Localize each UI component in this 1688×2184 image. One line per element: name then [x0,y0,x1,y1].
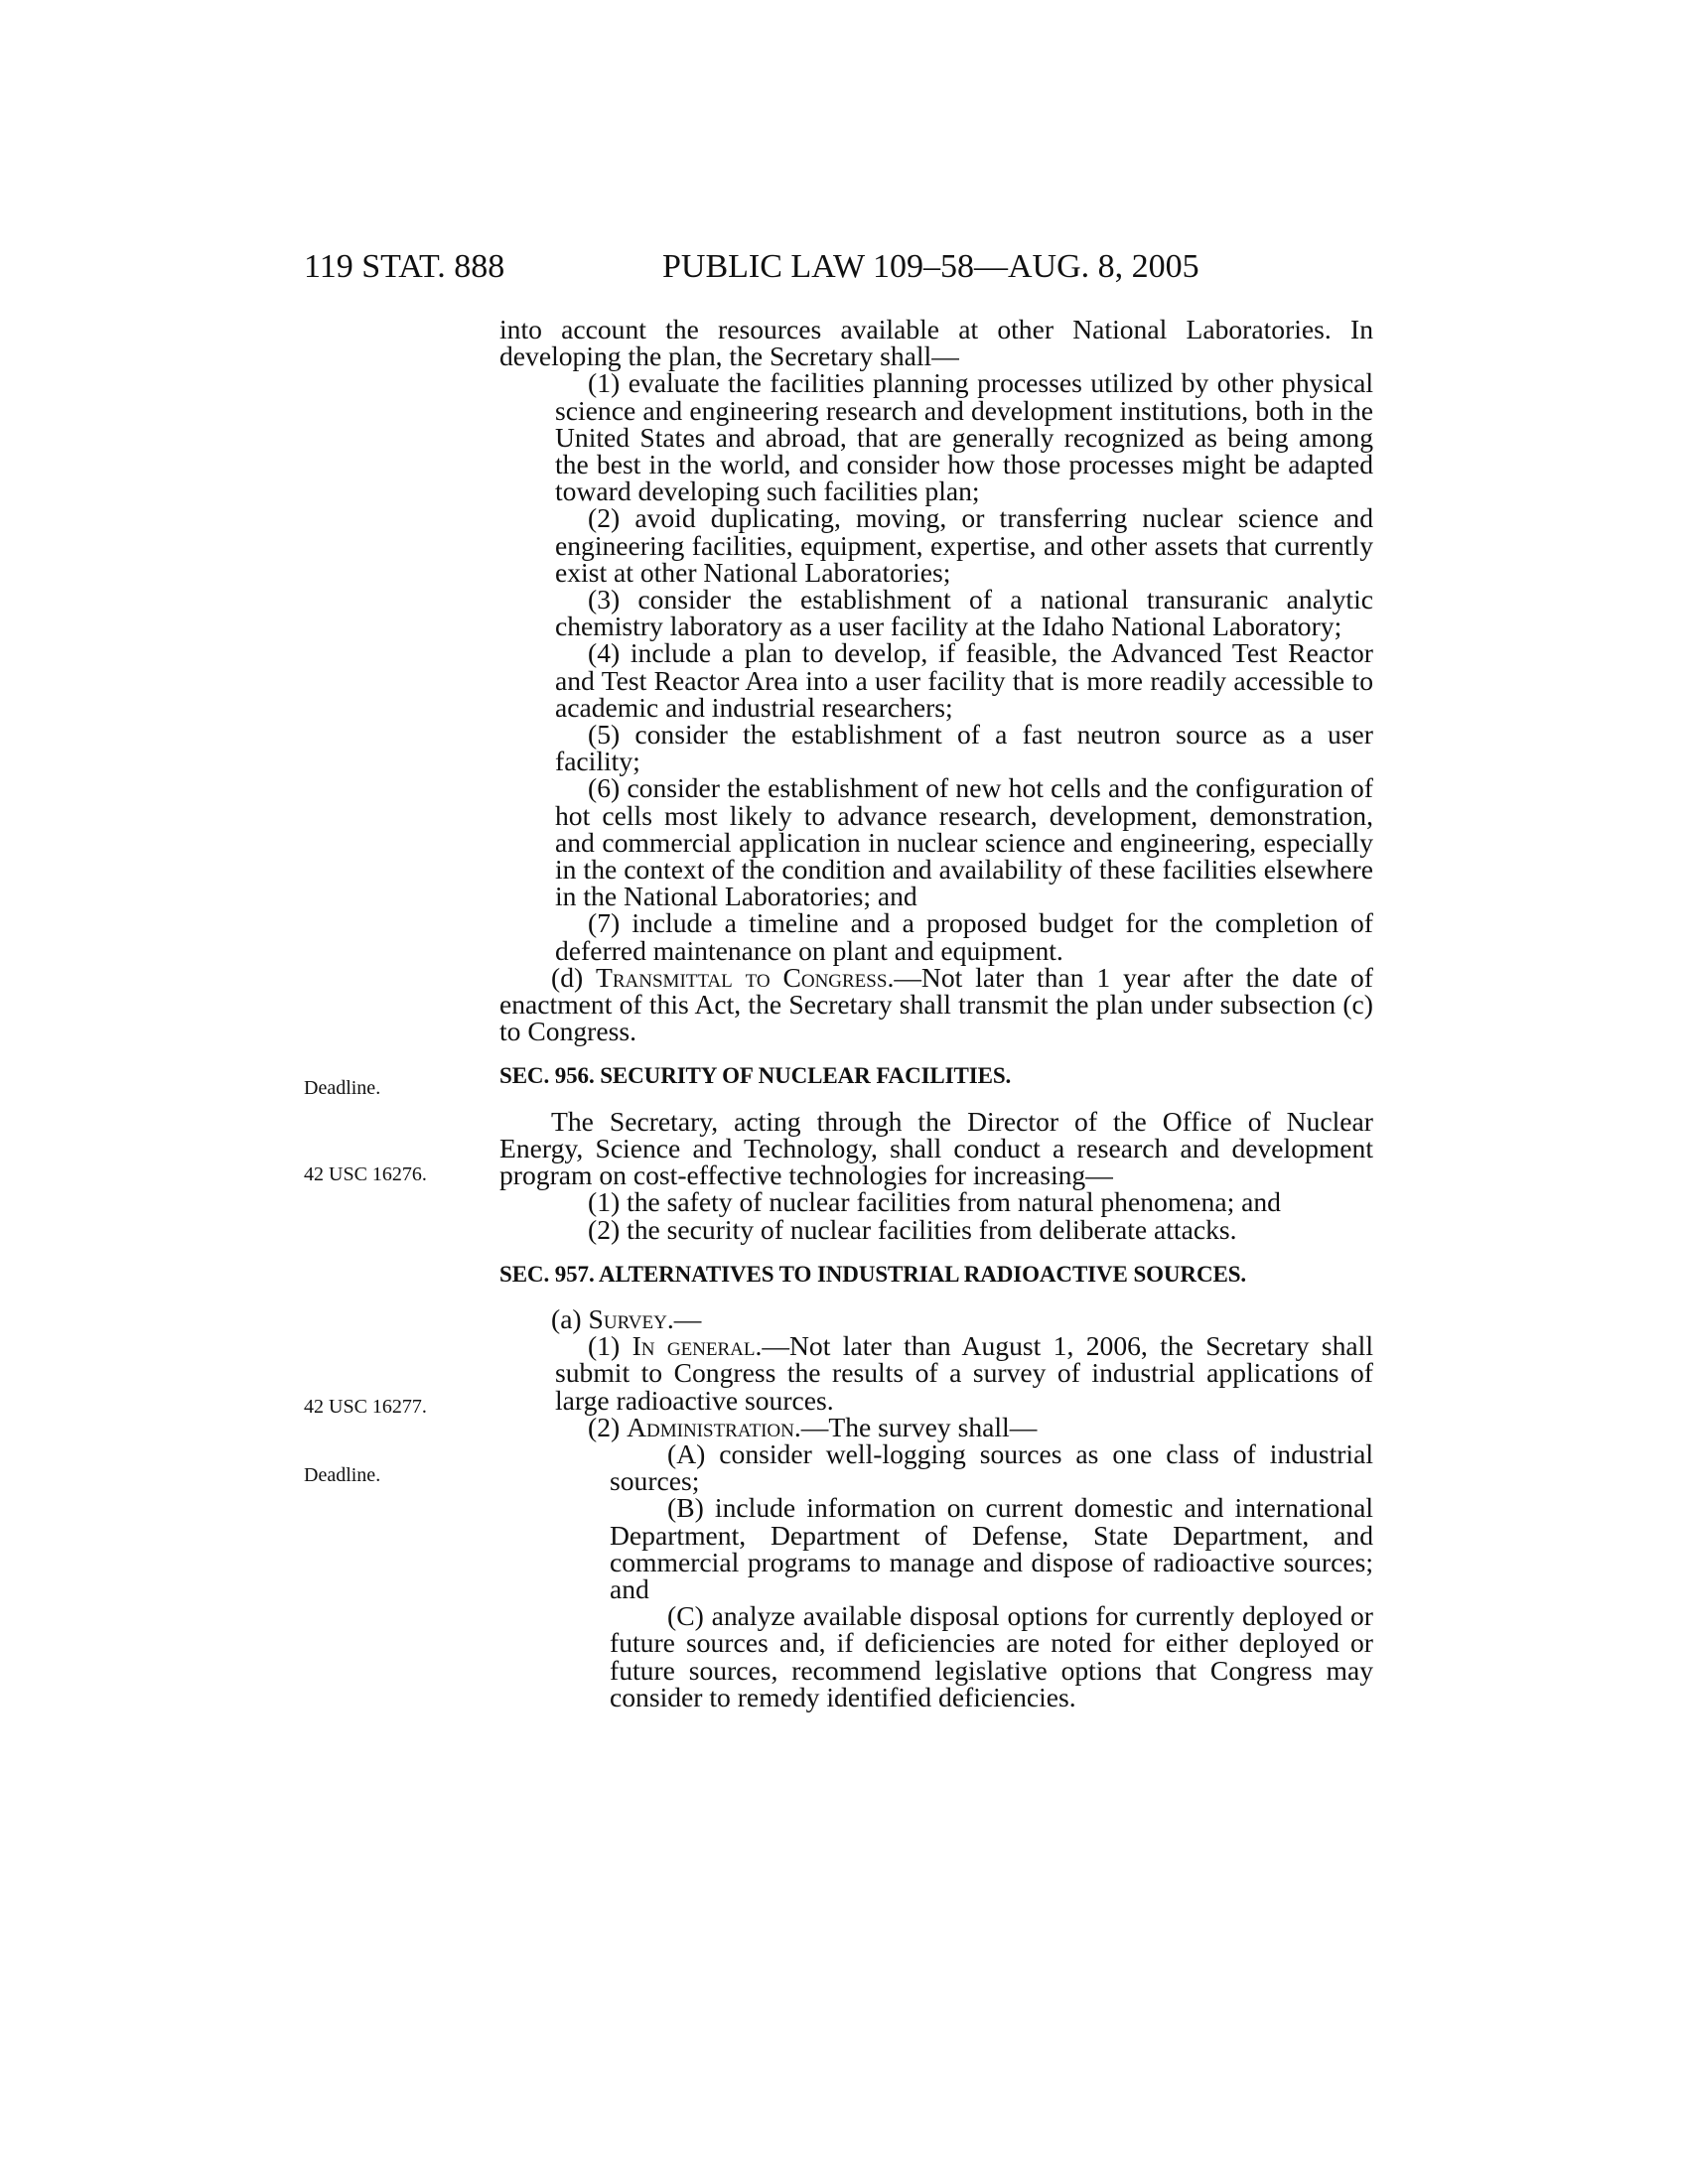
in-general-text: .—Not later than August 1, 2006, the Secretary shall submit to Congress the results of a survey of industrial applications of large radioactive sources. [555,1330,1373,1416]
running-header: PUBLIC LAW 109–58—AUG. 8, 2005 [662,248,1199,285]
survey-heading-line [499,1302,1373,1334]
plan-item-6: (6) consider the establishment of new hot cells and the configuration of hot cells most likely to advance research, development, demonstration, and commercial application in nuclear science and engineering, especially in the context of the condition and availability of these facilities elsewhere in the National Laboratories; and [555,772,1373,912]
in-general-heading: In general [632,1330,756,1362]
survey-subitem-c: (C) analyze available disposal options for currently deployed or future sources and, if deficiencies are noted for either deployed or future sources, recommend legislative options that Congress may consider to remedy identified deficiencies. [610,1600,1373,1712]
section-956-heading: SEC. 956. SECURITY OF NUCLEAR FACILITIES. [499,1063,1012,1089]
plan-item-7: (7) include a timeline and a proposed budget for the completion of deferred maintenance on plant and equipment. [555,907,1373,966]
section-956-item-1: (1) the safety of nuclear facilities from natural phenomena; and [588,1186,1281,1218]
administration-prefix: (2) [588,1411,628,1442]
margin-note-usc-16276: 42 USC 16276. [304,1163,427,1185]
in-general-prefix: (1) [588,1330,633,1362]
plan-item-3: (3) consider the establishment of a national transuranic analytic chemistry laboratory as a user facility at the Idaho National Laboratory; [555,584,1373,642]
in-general-paragraph [499,1332,1373,1414]
section-957-heading: SEC. 957. ALTERNATIVES TO INDUSTRIAL RADIOACTIVE SOURCES. [499,1261,1247,1287]
transmittal-heading: Transmittal to Congress [596,961,888,993]
survey-subitem-b: (B) include information on current domestic and international Department, Department of Defense, State Department, and commercial programs to manage and dispose of radioactive sources; and [610,1492,1373,1604]
section-956-item-2: (2) the security of nuclear facilities from deliberate attacks. [588,1213,1237,1245]
administration-text: .—The survey shall— [793,1411,1038,1442]
survey-suffix: .— [666,1302,702,1334]
margin-note-deadline: Deadline. [304,1077,381,1099]
administration-heading: Administration [627,1411,794,1442]
intro-paragraph: into account the resources available at other National Laboratories. In developing the plan, the Secretary shall— [499,314,1373,372]
plan-item-5: (5) consider the establishment of a fast neutron source as a user facility; [555,719,1373,777]
survey-subitem-a: (A) consider well-logging sources as one class of industrial sources; [610,1437,1373,1497]
transmittal-prefix: (d) [551,961,597,993]
administration-paragraph [499,1411,1373,1442]
plan-item-2: (2) avoid duplicating, moving, or transferring nuclear science and engineering facilities, equipment, expertise, and other assets that currently exist at other National Laboratories; [555,502,1373,588]
page-stat-number: 119 STAT. 888 [304,248,505,285]
section-956-text: The Secretary, acting through the Director of the Office of Nuclear Energy, Science and Technology, shall conduct a research and development program on cost-effective technologies for increasing— [499,1105,1373,1191]
plan-item-1: (1) evaluate the facilities planning processes utilized by other physical science and engineering research and development institutions, both in the United States and abroad, that are generally recognized as being among the best in the world, and consider how those processes might be adapted toward developing such facilities plan; [555,367,1373,507]
transmittal-paragraph [499,961,1373,1047]
transmittal-text: .—Not later than 1 year after the date of enactment of this Act, the Secretary shall transmit the plan under subsection (c) to Congress. [499,961,1373,1047]
survey-heading: Survey [588,1302,667,1334]
margin-note-usc-16277: 42 USC 16277. [304,1396,427,1418]
margin-note-deadline: Deadline. [304,1464,381,1486]
statute-body [499,316,1373,1710]
plan-item-4: (4) include a plan to develop, if feasible, the Advanced Test Reactor and Test Reactor Area into a user facility that is more readily accessible to academic and industrial researchers; [555,637,1373,723]
survey-prefix: (a) [551,1302,589,1334]
